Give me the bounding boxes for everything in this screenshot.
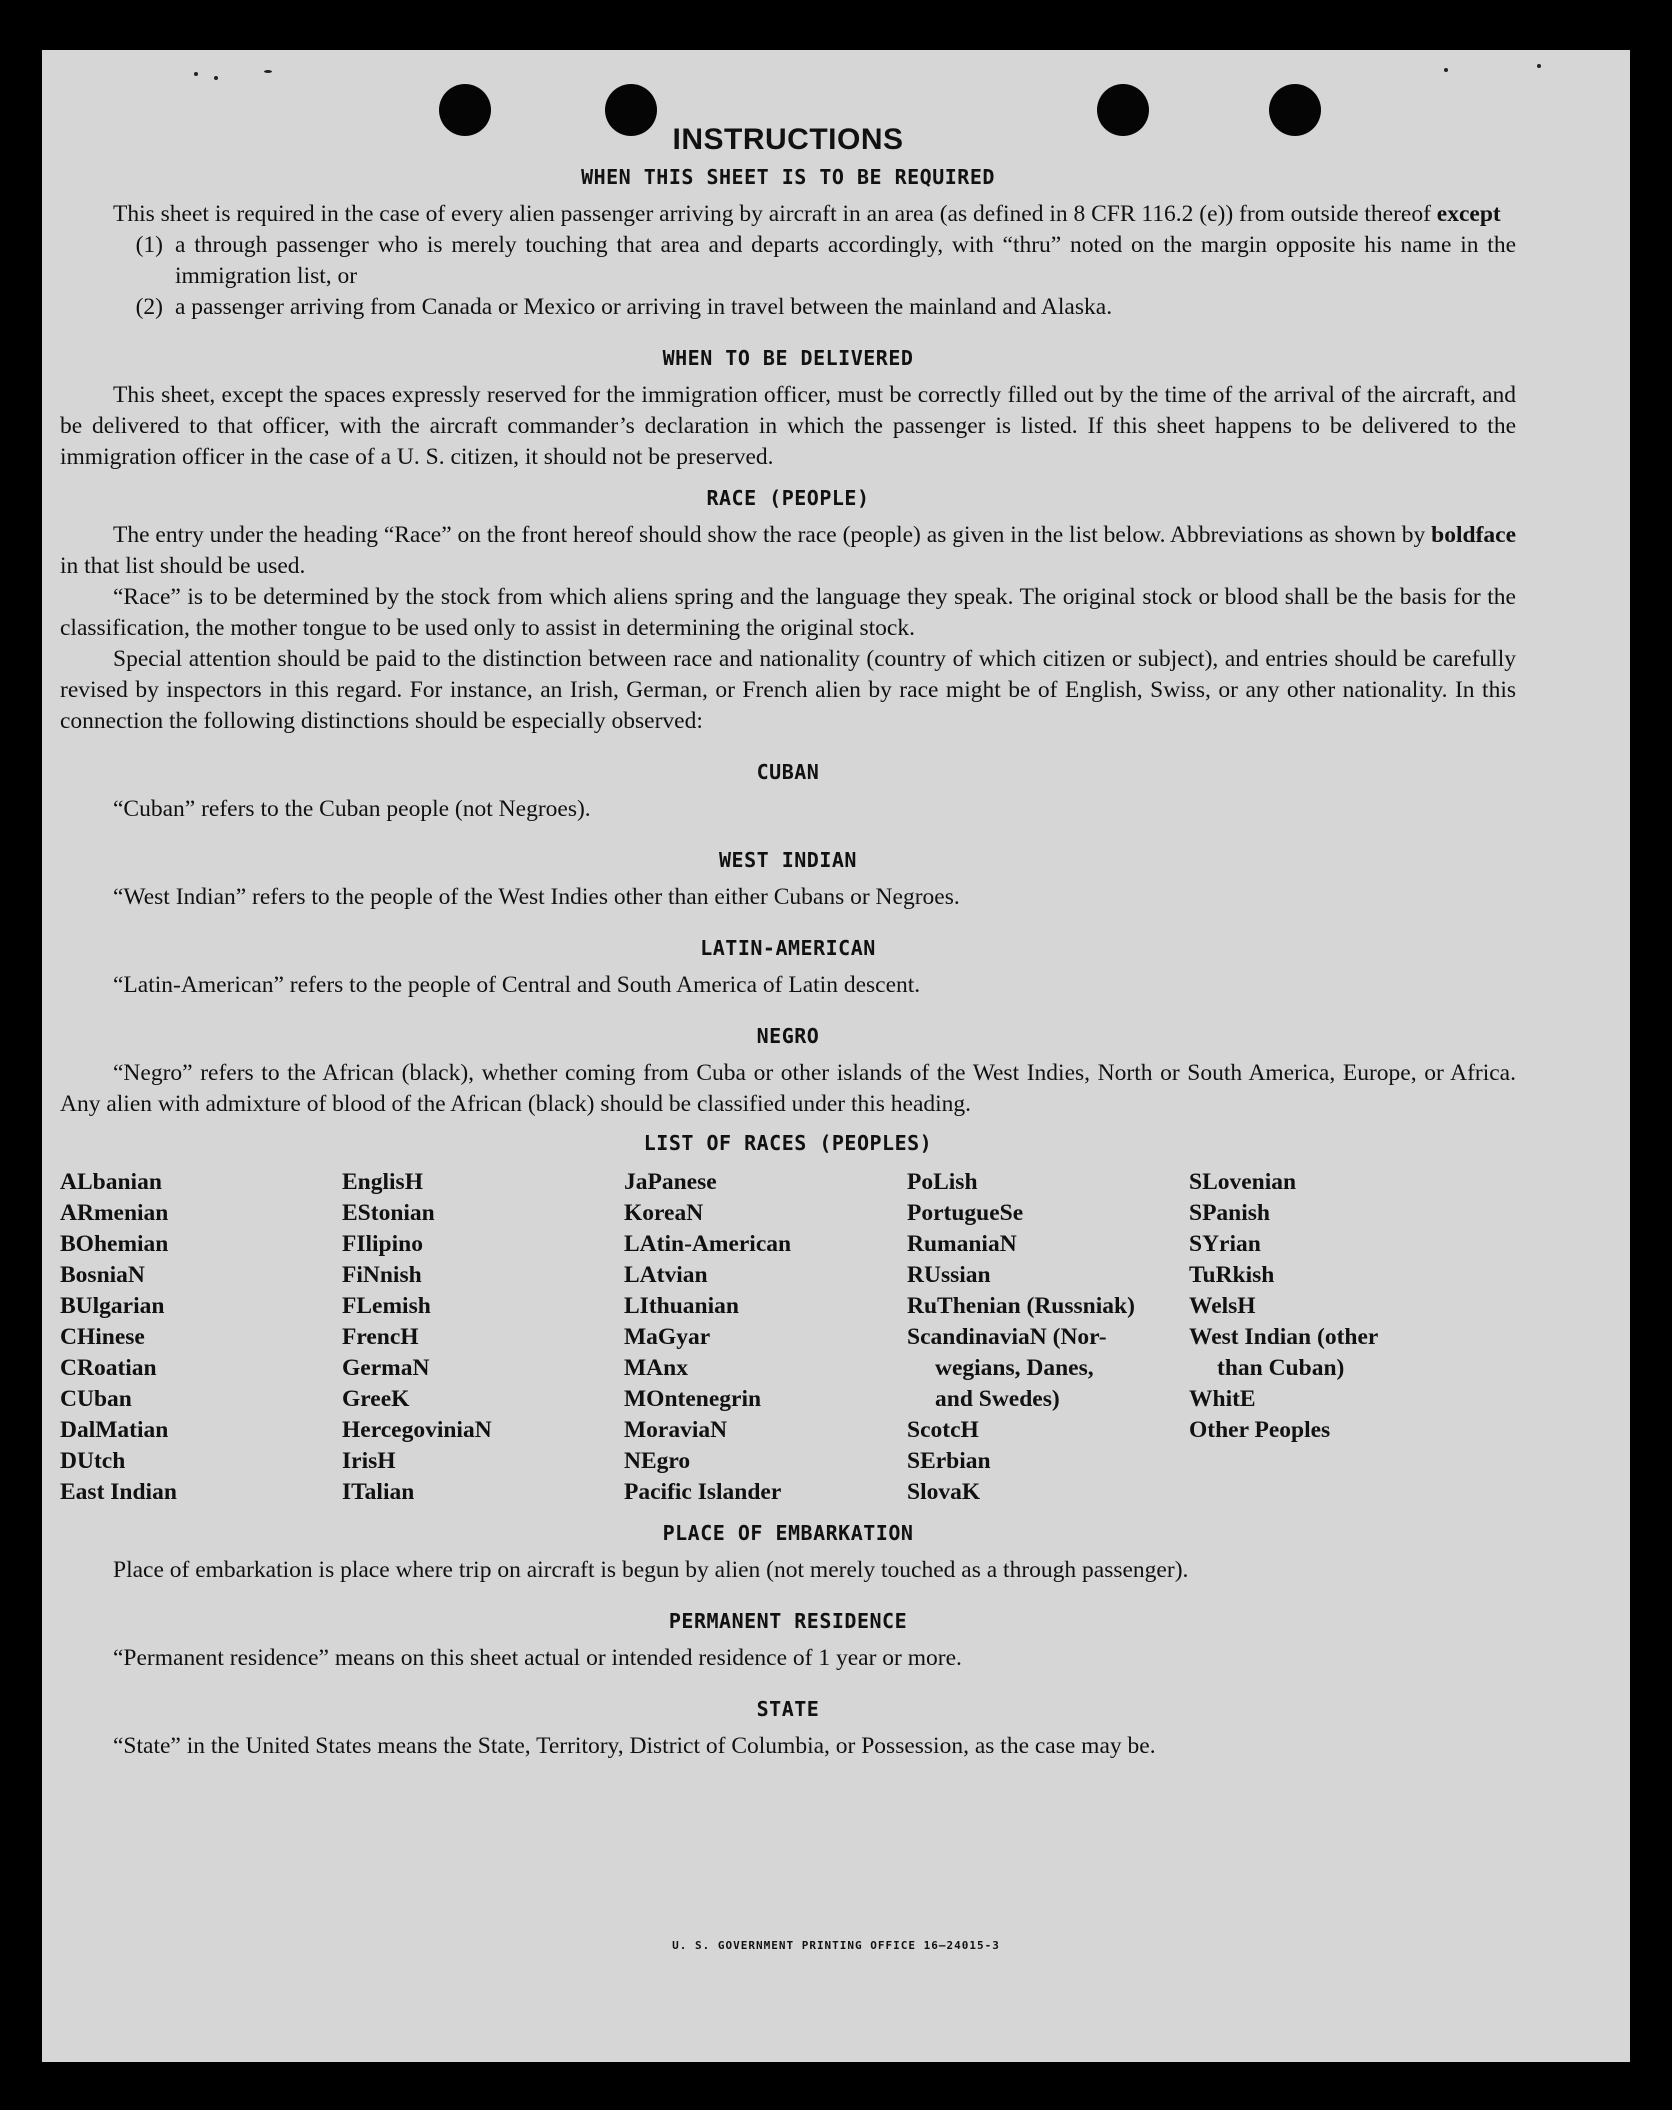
page-title: INSTRUCTIONS [672,123,904,156]
race-item: IrisH [342,1448,396,1474]
race-item: BOhemian [60,1231,169,1257]
section-heading: PERMANENT RESIDENCE [668,1609,908,1633]
paragraph: The entry under the heading “Race” on the front hereof should show the race (people) as given in the list below. Abbreviations as shown by boldface in that list should be used. [60,522,1517,579]
race-item: FiNnish [342,1262,422,1288]
race-item: ScandinaviaN (Nor- [907,1324,1107,1350]
race-item: BUlgarian [60,1293,165,1319]
race-item: BosniaN [60,1262,145,1288]
race-item: ARmenian [60,1200,169,1226]
race-item: GreeK [342,1386,410,1412]
race-item: HercegoviniaN [342,1417,492,1443]
race-item: MoraviaN [624,1417,728,1443]
race-item: Pacific Islander [624,1479,782,1505]
race-item: CRoatian [60,1355,157,1381]
races-column [342,1167,624,1508]
race-item: EStonian [342,1200,435,1226]
section-heading: STATE [756,1697,820,1721]
paragraph: “Race” is to be determined by the stock from which aliens spring and the language they speak. The original stock or blood shall be the basis for the classification, the mother tongue to be used only to assist in determining the original stock. [60,584,1516,641]
race-item: SPanish [1189,1200,1270,1226]
race-item: ITalian [342,1479,415,1505]
races-column [60,1167,342,1508]
race-item: GermaN [342,1355,430,1381]
document-page [42,50,1630,2062]
race-item: RUssian [907,1262,991,1288]
speck [1537,64,1541,68]
speck [214,76,218,80]
paragraph: “Cuban” refers to the Cuban people (not Negroes). [113,796,591,822]
paragraph: “Permanent residence” means on this sheet actual or intended residence of 1 year or more. [113,1645,962,1671]
race-item: NEgro [624,1448,691,1474]
race-item: RuThenian (Russniak) [907,1293,1135,1319]
race-item: FIlipino [342,1231,423,1257]
race-item: ALbanian [60,1169,162,1195]
paragraph: Place of embarkation is place where trip on aircraft is begun by alien (not merely touched as a through passenger). [113,1557,1189,1583]
race-item: than Cuban) [1217,1355,1345,1381]
race-item: LIthuanian [624,1293,739,1319]
paragraph: Special attention should be paid to the distinction between race and nationality (country of which citizen or subject), and entries should be carefully revised by inspectors in this regard. For instance, an Irish, German, or French alien by race might be of English, Swiss, or any other nationality. In this connection the following distinctions should be especially observed: [60,646,1516,734]
paragraph: “West Indian” refers to the people of the West Indies other than either Cubans or Negroes. [113,884,960,910]
section-heading: LIST OF RACES (PEOPLES) [643,1131,933,1155]
races-column [907,1167,1189,1508]
race-item: DalMatian [60,1417,169,1443]
section-heading: RACE (PEOPLE) [706,486,870,510]
paragraph: This sheet, except the spaces expressly reserved for the immigration officer, must be correctly filled out by the time of the arrival of the aircraft, and be delivered to that officer, with the aircraft commander’s declaration in which the passenger is listed. If this sheet happens to be delivered to the immigration officer in the case of a U. S. citizen, it should not be preserved. [60,382,1516,470]
race-item: SYrian [1189,1231,1261,1257]
race-item: WelsH [1189,1293,1256,1319]
race-item: JaPanese [624,1169,717,1195]
race-item: TuRkish [1189,1262,1275,1288]
races-column [1189,1167,1489,1508]
list-item: (2) a passenger arriving from Canada or Mexico or arriving in travel between the mainland and Alaska. [135,294,1113,320]
race-item: MaGyar [624,1324,711,1350]
race-item: EnglisH [342,1169,423,1195]
section-heading: PLACE OF EMBARKATION [662,1521,914,1545]
race-item: MOntenegrin [624,1386,762,1412]
races-column [624,1167,907,1508]
speck [264,70,272,73]
race-item: SErbian [907,1448,991,1474]
race-item: MAnx [624,1355,688,1381]
race-item: RumaniaN [907,1231,1017,1257]
race-item: KoreaN [624,1200,704,1226]
race-item: West Indian (other [1189,1324,1379,1350]
races-list [60,1167,1516,1508]
section-heading: NEGRO [756,1024,820,1048]
section-heading: CUBAN [756,760,820,784]
race-item: and Swedes) [935,1386,1060,1412]
paragraph: This sheet is required in the case of every alien passenger arriving by aircraft in an area (as defined in 8 CFR 116.2 (e)) from outside thereof except [113,201,1501,227]
race-item: LAtvian [624,1262,708,1288]
paragraph: “Negro” refers to the African (black), whether coming from Cuba or other islands of the West Indies, North or South America, Europe, or Africa. Any alien with admixture of blood of the African (black) should be classified under this heading. [60,1060,1516,1117]
race-item: East Indian [60,1479,177,1505]
race-item: SlovaK [907,1479,981,1505]
race-item: LAtin-American [624,1231,792,1257]
race-item: CUban [60,1386,132,1412]
race-item: FLemish [342,1293,431,1319]
printer-imprint: U. S. GOVERNMENT PRINTING OFFICE 16—24015-3 [672,1939,1000,1952]
section-heading: WHEN TO BE DELIVERED [662,346,914,370]
race-item: DUtch [60,1448,126,1474]
speck [194,72,198,76]
document-body [60,122,1516,1762]
race-item: Other Peoples [1189,1417,1331,1443]
race-item: WhitE [1189,1386,1256,1412]
speck [1444,68,1448,72]
race-item: PortugueSe [907,1200,1024,1226]
race-item: ScotcH [907,1417,979,1443]
race-item: wegians, Danes, [935,1355,1094,1381]
paragraph: “State” in the United States means the State, Territory, District of Columbia, or Possession, as the case may be. [113,1733,1156,1759]
race-item: FrencH [342,1324,419,1350]
race-item: SLovenian [1189,1169,1297,1195]
race-item: PoLish [907,1169,978,1195]
list-item: (1) a through passenger who is merely touching that area and departs accordingly, with “thru” noted on the margin opposite his name in the immigration list, or [135,232,1516,289]
section-heading: WHEN THIS SHEET IS TO BE REQUIRED [581,165,995,189]
paragraph: “Latin-American” refers to the people of Central and South America of Latin descent. [113,972,921,998]
race-item: CHinese [60,1324,145,1350]
section-heading: LATIN-AMERICAN [700,936,876,960]
section-heading: WEST INDIAN [719,848,857,872]
